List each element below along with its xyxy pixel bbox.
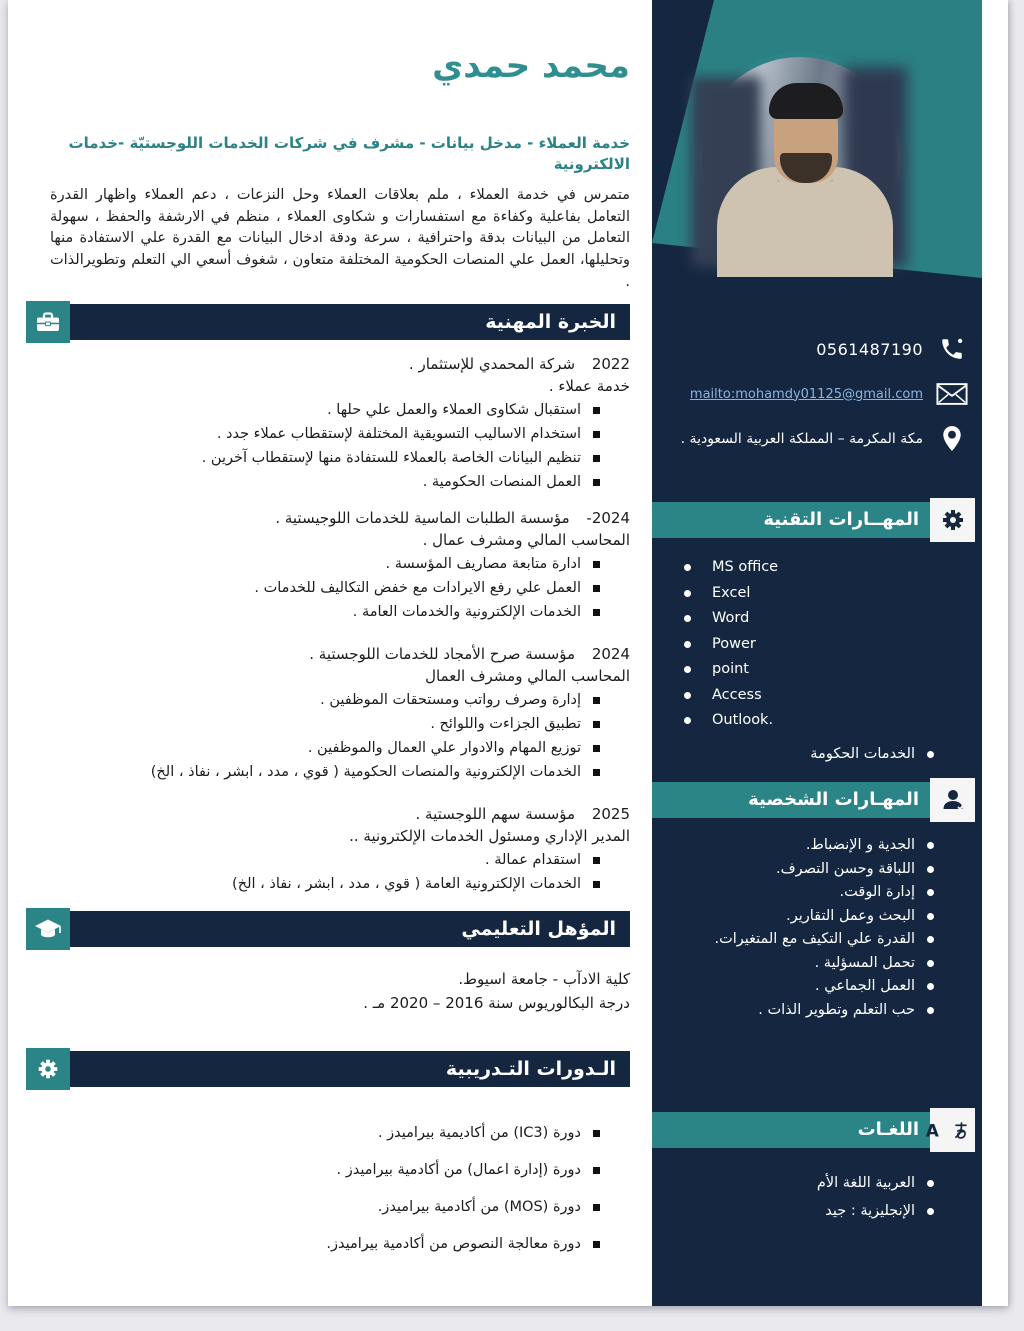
job-company: مؤسسة صرح الأمجاد للخدمات اللوجستية . bbox=[309, 644, 576, 663]
svg-text:A: A bbox=[925, 1120, 939, 1141]
job-bullet: ادارة متابعة مصاريف المؤسسة . bbox=[50, 554, 600, 575]
location-pin-icon bbox=[936, 425, 968, 453]
section-header-languages bbox=[652, 1112, 975, 1148]
contact-block bbox=[652, 334, 968, 469]
job-company: مؤسسة الطلبات الماسية للخدمات اللوجيستية . bbox=[275, 508, 570, 527]
education-details bbox=[50, 967, 630, 1015]
phone-icon bbox=[936, 336, 968, 362]
personal-skills-title: المهـارات الشخصية bbox=[748, 789, 919, 810]
cv-page bbox=[8, 0, 1008, 1306]
personal-skill: حب التعلم وتطوير الذات . bbox=[714, 1003, 934, 1019]
experience-title: الخبرة المهنية bbox=[485, 310, 616, 333]
skill-item-government-services: الخدمات الحكومة bbox=[810, 746, 934, 762]
gear-icon bbox=[930, 498, 975, 542]
envelope-icon bbox=[936, 382, 968, 406]
job-bullet: توزيع المهام والادوار علي العمال والموظفين . bbox=[50, 738, 600, 759]
job-year: 2022 bbox=[591, 354, 630, 373]
translate-icon bbox=[925, 1108, 975, 1152]
section-header-experience bbox=[28, 304, 630, 340]
courses-list bbox=[50, 1123, 630, 1255]
section-header-education bbox=[28, 911, 630, 947]
sidebar bbox=[652, 0, 982, 1306]
personal-skill: القدرة علي التكيف مع المتغيرات. bbox=[714, 932, 934, 948]
job-bullet: العمل علي رفع الايرادات مع خفض التكاليف للخدمات . bbox=[50, 578, 600, 599]
job-bullet: تنظيم البيانات الخاصة بالعملاء للستفادة منها لإستقطاب آخرين . bbox=[50, 448, 600, 469]
job-year-company bbox=[50, 507, 630, 529]
job-bullet-list bbox=[50, 850, 630, 895]
education-line: كلية الادآب - جامعة اسيوط. bbox=[458, 969, 630, 988]
job-role: المحاسب المالي ومشرف عمال . bbox=[422, 530, 630, 549]
job-year-company bbox=[50, 643, 630, 665]
skill-item: MS office bbox=[682, 560, 778, 575]
personal-skill: العمل الجماعي . bbox=[714, 979, 934, 995]
personal-skills-list bbox=[714, 838, 934, 1026]
job-bullet: استخدام الاساليب التسويقية المختلفة لإستقطاب عملاء جدد . bbox=[50, 424, 600, 445]
job-bullet: استقبال شكاوى العملاء والعمل علي حلها . bbox=[50, 400, 600, 421]
skill-item: Access bbox=[682, 688, 778, 703]
job-entry bbox=[50, 643, 630, 783]
course-item: دورة (MOS) من أكادمية بيراميدز. bbox=[50, 1197, 600, 1218]
course-item: دورة معالجة النصوص من أكادمية بيراميدز. bbox=[50, 1234, 600, 1255]
profile-summary: متمرس في خدمة العملاء ، ملم بعلاقات العملاء وحل النزعات ، دعم العملاء واظهار القدرة التعامل بفاعلية وكفاءة مع استفسارات و شكاوى العملاء ، منظم في الارشفة والحفظ ، سهولة التعامل من البيانات بدقة واحترافية ، سرعة ودقة ادخال البيانات مع القدرة علي الاستفادة منها وتحليلها، العمل علي المنصات الحكومية المختلفة متعاون ، شغوف أسعي الي التعلم وتطويرالذات . bbox=[50, 186, 630, 290]
skill-item: Outlook. bbox=[682, 713, 778, 728]
section-header-personal-skills bbox=[652, 782, 975, 818]
job-year-company bbox=[50, 353, 630, 375]
job-year-company bbox=[50, 803, 630, 825]
job-bullet: تطبيق الجزاءت واللوائح . bbox=[50, 714, 600, 735]
job-year: 2024 bbox=[591, 644, 630, 663]
skill-item: Excel bbox=[682, 586, 778, 601]
job-bullet-list bbox=[50, 400, 630, 493]
section-header-technical-skills bbox=[652, 502, 975, 538]
job-year: 2025 bbox=[591, 804, 630, 823]
job-role: المحاسب المالي ومشرف العمال bbox=[425, 666, 630, 685]
location-row bbox=[652, 424, 968, 454]
profile-photo bbox=[694, 52, 906, 264]
job-company: شركة المحمدي للإستثمار . bbox=[408, 354, 576, 373]
job-bullet-list bbox=[50, 690, 630, 783]
education-title: المؤهل التعليمي bbox=[461, 917, 616, 940]
section-header-courses bbox=[28, 1051, 630, 1087]
candidate-tagline: خدمة العملاء - مدخل بيانات - مشرف في شركات الخدمات اللوجستيّة -خدمات الالكترونية bbox=[68, 133, 630, 173]
location-text: مكة المكرمة – المملكة العربية السعودية . bbox=[680, 431, 923, 447]
graduation-cap-icon bbox=[26, 908, 70, 950]
main-column bbox=[8, 0, 652, 1306]
job-bullet: العمل المنصات الحكومية . bbox=[50, 472, 600, 493]
technical-skills-list bbox=[682, 560, 778, 739]
job-bullet: الخدمات الإلكترونية العامة ( قوي ، مدد ، ابشر ، نفاذ ، الخ) bbox=[50, 874, 600, 895]
personal-skill: الجدية و الإنضباط. bbox=[714, 838, 934, 854]
phone-number: 0561487190 bbox=[816, 339, 923, 359]
job-entry bbox=[50, 507, 630, 623]
job-bullet: إدارة وصرف رواتب ومستحقات الموظفين . bbox=[50, 690, 600, 711]
language-item: الإنجليزية : جيد bbox=[817, 1204, 934, 1220]
skill-item: point bbox=[682, 662, 778, 677]
personal-skill: إدارة الوقت. bbox=[714, 885, 934, 901]
technical-skills-title: المهــارات التقنية bbox=[763, 509, 919, 530]
job-year: 2024- bbox=[586, 508, 630, 527]
job-bullet: الخدمات الإلكترونية والخدمات العامة . bbox=[50, 602, 600, 623]
person-icon bbox=[930, 778, 975, 822]
course-item: دورة (إدارة اعمال) من أكادمية بيراميدز . bbox=[50, 1160, 600, 1181]
photo-hair bbox=[769, 83, 843, 119]
language-item: العربية اللغة الأم bbox=[817, 1176, 934, 1192]
personal-skill: البحث وعمل التقارير. bbox=[714, 909, 934, 925]
skill-item: Power bbox=[682, 637, 778, 652]
job-bullet: استقدام عمالة . bbox=[50, 850, 600, 871]
skill-item: Word bbox=[682, 611, 778, 626]
job-bullet-list bbox=[50, 554, 630, 623]
email-link[interactable]: mailto:mohamdy01125@gmail.com bbox=[689, 386, 923, 402]
course-item: دورة (IC3) من أكاديمية بيراميدز . bbox=[50, 1123, 600, 1144]
languages-title: اللغـات bbox=[857, 1119, 919, 1140]
job-role: خدمة عملاء . bbox=[548, 376, 630, 395]
job-company: مؤسسة سهم اللوجستية . bbox=[415, 804, 576, 823]
personal-skill: تحمل المسؤلية . bbox=[714, 956, 934, 972]
courses-title: الـدورات التـدريبية bbox=[445, 1057, 616, 1080]
education-line: درجة البكالوريوس سنة 2016 – 2020 مـ . bbox=[363, 993, 630, 1012]
photo-shirt bbox=[717, 167, 893, 277]
gear-icon bbox=[26, 1048, 70, 1090]
job-role: المدير الإداري ومسئول الخدمات الإلكترونية .. bbox=[349, 826, 630, 845]
job-entry bbox=[50, 803, 630, 895]
candidate-name: محمد حمدي bbox=[432, 46, 630, 86]
email-row bbox=[652, 379, 968, 409]
job-bullet: الخدمات الإلكترونية والمنصات الحكومية ( قوي ، مدد ، ابشر ، نفاذ ، الخ) bbox=[50, 762, 600, 783]
personal-skill: اللباقة وحسن التصرف. bbox=[714, 862, 934, 878]
briefcase-icon bbox=[26, 301, 70, 343]
languages-list bbox=[817, 1176, 934, 1231]
phone-row bbox=[652, 334, 968, 364]
job-entry bbox=[50, 353, 630, 493]
